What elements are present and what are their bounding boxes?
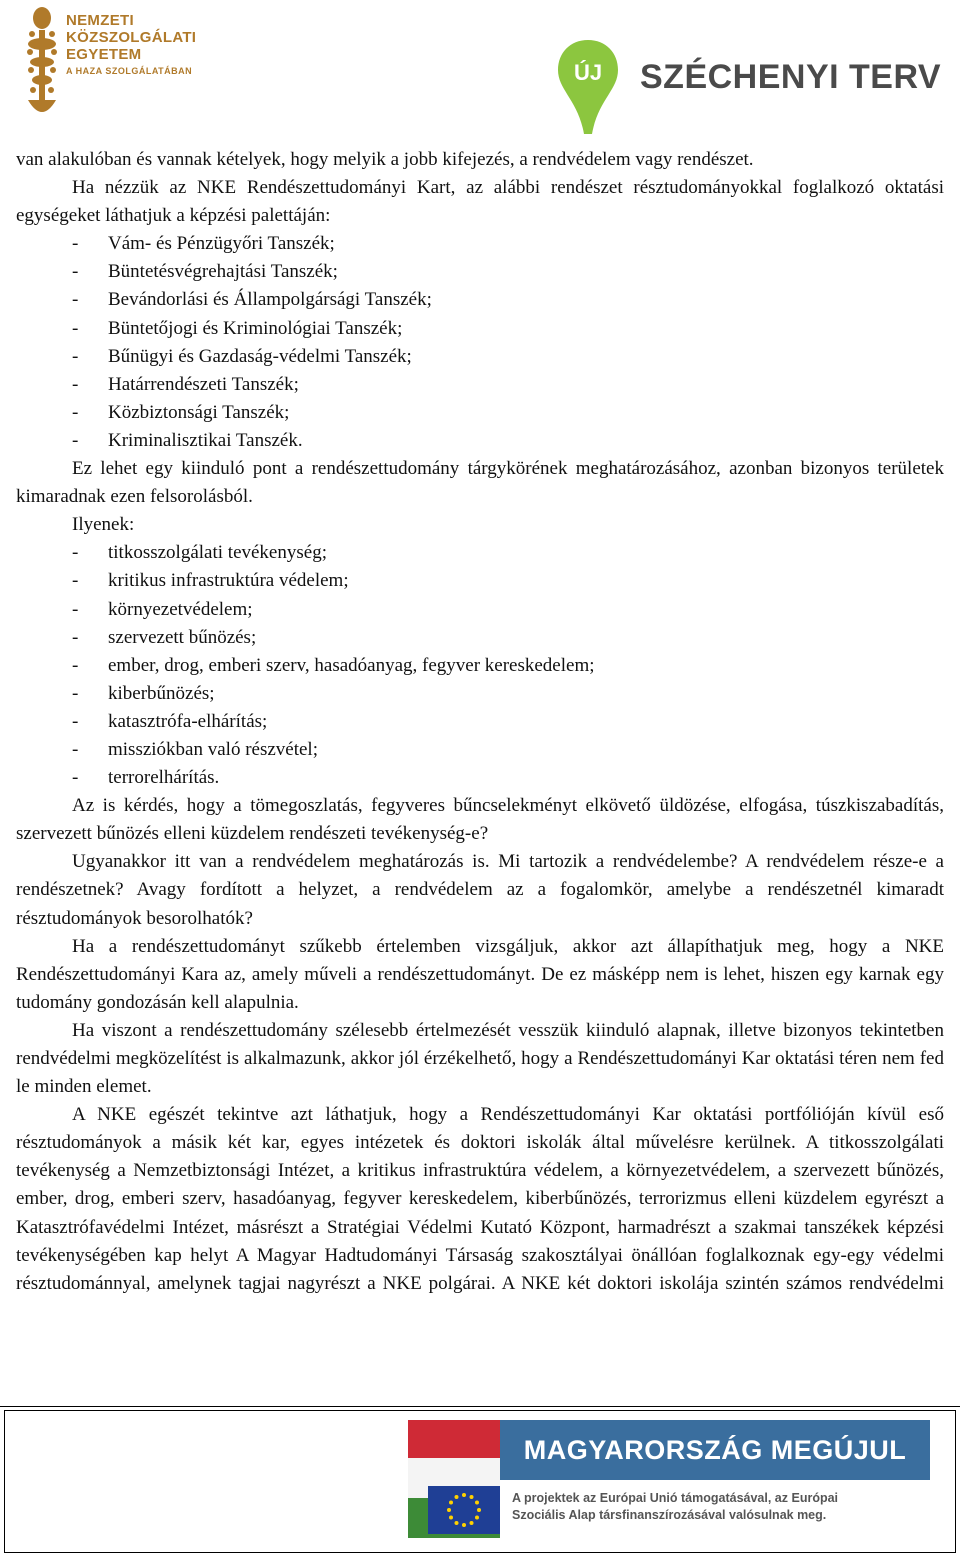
eu-star bbox=[470, 1521, 474, 1525]
list-item: - kiberbűnözés; bbox=[72, 682, 215, 704]
map-pin-icon bbox=[556, 38, 620, 138]
eu-support-text bbox=[512, 1490, 922, 1524]
list-item: - környezetvédelem; bbox=[72, 598, 253, 620]
magyarorszag-megujul-banner bbox=[408, 1420, 930, 1538]
list-item: - Bevándorlási és Állampolgársági Tanszék; bbox=[72, 289, 432, 311]
banner-title: MAGYARORSZÁG MEGÚJUL bbox=[500, 1420, 930, 1480]
eu-star bbox=[475, 1516, 479, 1520]
page-header bbox=[0, 0, 960, 140]
eu-star bbox=[475, 1501, 479, 1505]
paragraph-1: van alakulóban és vannak kételyek, hogy melyik a jobb kifejezés, a rendvédelem vagy rendészet. bbox=[16, 149, 754, 170]
eu-star bbox=[449, 1516, 453, 1520]
list-item: - Határrendészeti Tanszék; bbox=[72, 373, 299, 395]
eu-text-line-1: A projektek az Európai Unió támogatásával, az Európai bbox=[512, 1491, 839, 1505]
pin-text: ÚJ bbox=[573, 60, 603, 85]
list-item: - katasztrófa-elhárítás; bbox=[72, 710, 268, 732]
nke-line-3: EGYETEM bbox=[66, 46, 142, 63]
eu-star bbox=[470, 1495, 474, 1499]
eu-flag-icon bbox=[428, 1486, 500, 1534]
paragraph-3: Ez lehet egy kiinduló pont a rendészettudomány tárgykörének meghatározásához, azonban bizonyos területek kimaradnak ezen felsorolásból. bbox=[16, 458, 944, 508]
eu-star bbox=[455, 1521, 459, 1525]
paragraph-2: Ha nézzük az NKE Rendészettudományi Kart, az alábbi rendészet résztudományokkal foglalkozó oktatási egységeket láthatjuk a képzési palettáján: bbox=[16, 177, 944, 227]
missing-areas-list bbox=[16, 539, 944, 792]
eu-star bbox=[455, 1495, 459, 1499]
eu-star bbox=[477, 1508, 481, 1512]
szechenyi-terv-text: SZÉCHENYI TERV bbox=[640, 58, 942, 96]
list-item: - Vám- és Pénzügyőri Tanszék; bbox=[72, 233, 335, 255]
list-item: - missziókban való részvétel; bbox=[72, 738, 318, 760]
list-item: - kritikus infrastruktúra védelem; bbox=[72, 570, 349, 592]
paragraph-9: A NKE egészét tekintve azt láthatjuk, hogy a Rendészettudományi Kar oktatási portfólióján kívül eső résztudományok a másik két kar, egyes intézetek és doktori iskolák által művelésre kerülnek. A titkosszolgálati tevékenység a Nemzetbiztonsági Intézet, a kritikus infrastruktúra védelem, a környezetvédelem, a szervezett bűnözés, ember, drog, emberi szerv, hasadóanyag, fegyver kereskedelem, kiberbűnözés, terrorizmus elleni küzdelem egyrészt a Katasztrófavédelmi Intézet, másrészt a Stratégiai Védelmi Kutató Központ, harmadrészt a szakmai tanszékek képzési tevékenységében kap helyt A Magyar Hadtudományi Társaság szakosztályai önállóan foglalkoznak egy-egy védelmi résztudománnyal, amelynek tagjai nagyrészt a NKE polgárai. A NKE két doktori iskolája szintén számos rendvédelmi bbox=[16, 1104, 944, 1294]
list-item: - ember, drog, emberi szerv, hasadóanyag, fegyver kereskedelem; bbox=[72, 654, 595, 676]
eu-support-notice bbox=[408, 1484, 930, 1538]
list-item: - titkosszolgálati tevékenység; bbox=[72, 542, 327, 564]
szechenyi-terv-logo bbox=[556, 38, 942, 138]
nke-logo bbox=[22, 4, 222, 124]
list-item: - Bűnügyi és Gazdaság-védelmi Tanszék; bbox=[72, 345, 412, 367]
paragraph-7: Ha a rendészettudományt szűkebb értelemben vizsgáljuk, akkor azt állapíthatjuk meg, hogy a NKE Rendészettudományi Kara az, amely műveli a rendészettudományt. De ez másképp nem is lehet, hiszen egy karnak egy tudomány gondozásán kell alapulnia. bbox=[16, 935, 944, 1013]
list-item: - Kriminalisztikai Tanszék. bbox=[72, 429, 303, 451]
department-list bbox=[16, 230, 944, 455]
eu-text-line-2: Szociális Alap társfinanszírozásával valósulnak meg. bbox=[512, 1508, 827, 1522]
nke-subtitle: A HAZA SZOLGÁLATÁBAN bbox=[66, 66, 193, 76]
eu-star bbox=[447, 1508, 451, 1512]
paragraph-4: Ilyenek: bbox=[72, 514, 135, 536]
paragraph-5: Az is kérdés, hogy a tömegoszlatás, fegyveres bűncselekményt elkövető üldözése, elfogása, túszkiszabadítás, szervezett bűnözés elleni küzdelem rendészeti tevékenység-e? bbox=[16, 795, 944, 845]
nke-logo-text bbox=[66, 12, 226, 77]
document-body bbox=[16, 146, 944, 1298]
list-item: - szervezett bűnözés; bbox=[72, 626, 257, 648]
nke-line-2: KÖZSZOLGÁLATI bbox=[66, 29, 197, 46]
eu-star bbox=[462, 1493, 466, 1497]
eu-star bbox=[449, 1501, 453, 1505]
list-item: - terrorelhárítás. bbox=[72, 767, 220, 789]
list-item: - Büntetésvégrehajtási Tanszék; bbox=[72, 261, 338, 283]
list-item: - Közbiztonsági Tanszék; bbox=[72, 401, 290, 423]
nke-crest-icon bbox=[22, 4, 62, 124]
nke-line-1: NEMZETI bbox=[66, 12, 134, 29]
footer-divider bbox=[0, 1406, 960, 1407]
paragraph-8: Ha viszont a rendészettudomány szélesebb értelmezését vesszük kiinduló alapnak, illetve bizonyos tekintetben rendvédelmi megközelítést is alkalmazunk, akkor jól érzékelhető, hogy a Rendészettudományi Kar oktatási téren nem fed le minden elemet. bbox=[16, 1019, 944, 1098]
paragraph-6: Ugyanakkor itt van a rendvédelem meghatározás is. Mi tartozik a rendvédelembe? A rendvédelem része-e a rendészetnek? Avagy fordított a helyzet, a rendvédelem az a fogalomkör, amelybe a rendészetnél kimaradt résztudományok besorolhatók? bbox=[16, 851, 944, 929]
list-item: - Büntetőjogi és Kriminológiai Tanszék; bbox=[72, 317, 403, 339]
eu-star bbox=[462, 1523, 466, 1527]
